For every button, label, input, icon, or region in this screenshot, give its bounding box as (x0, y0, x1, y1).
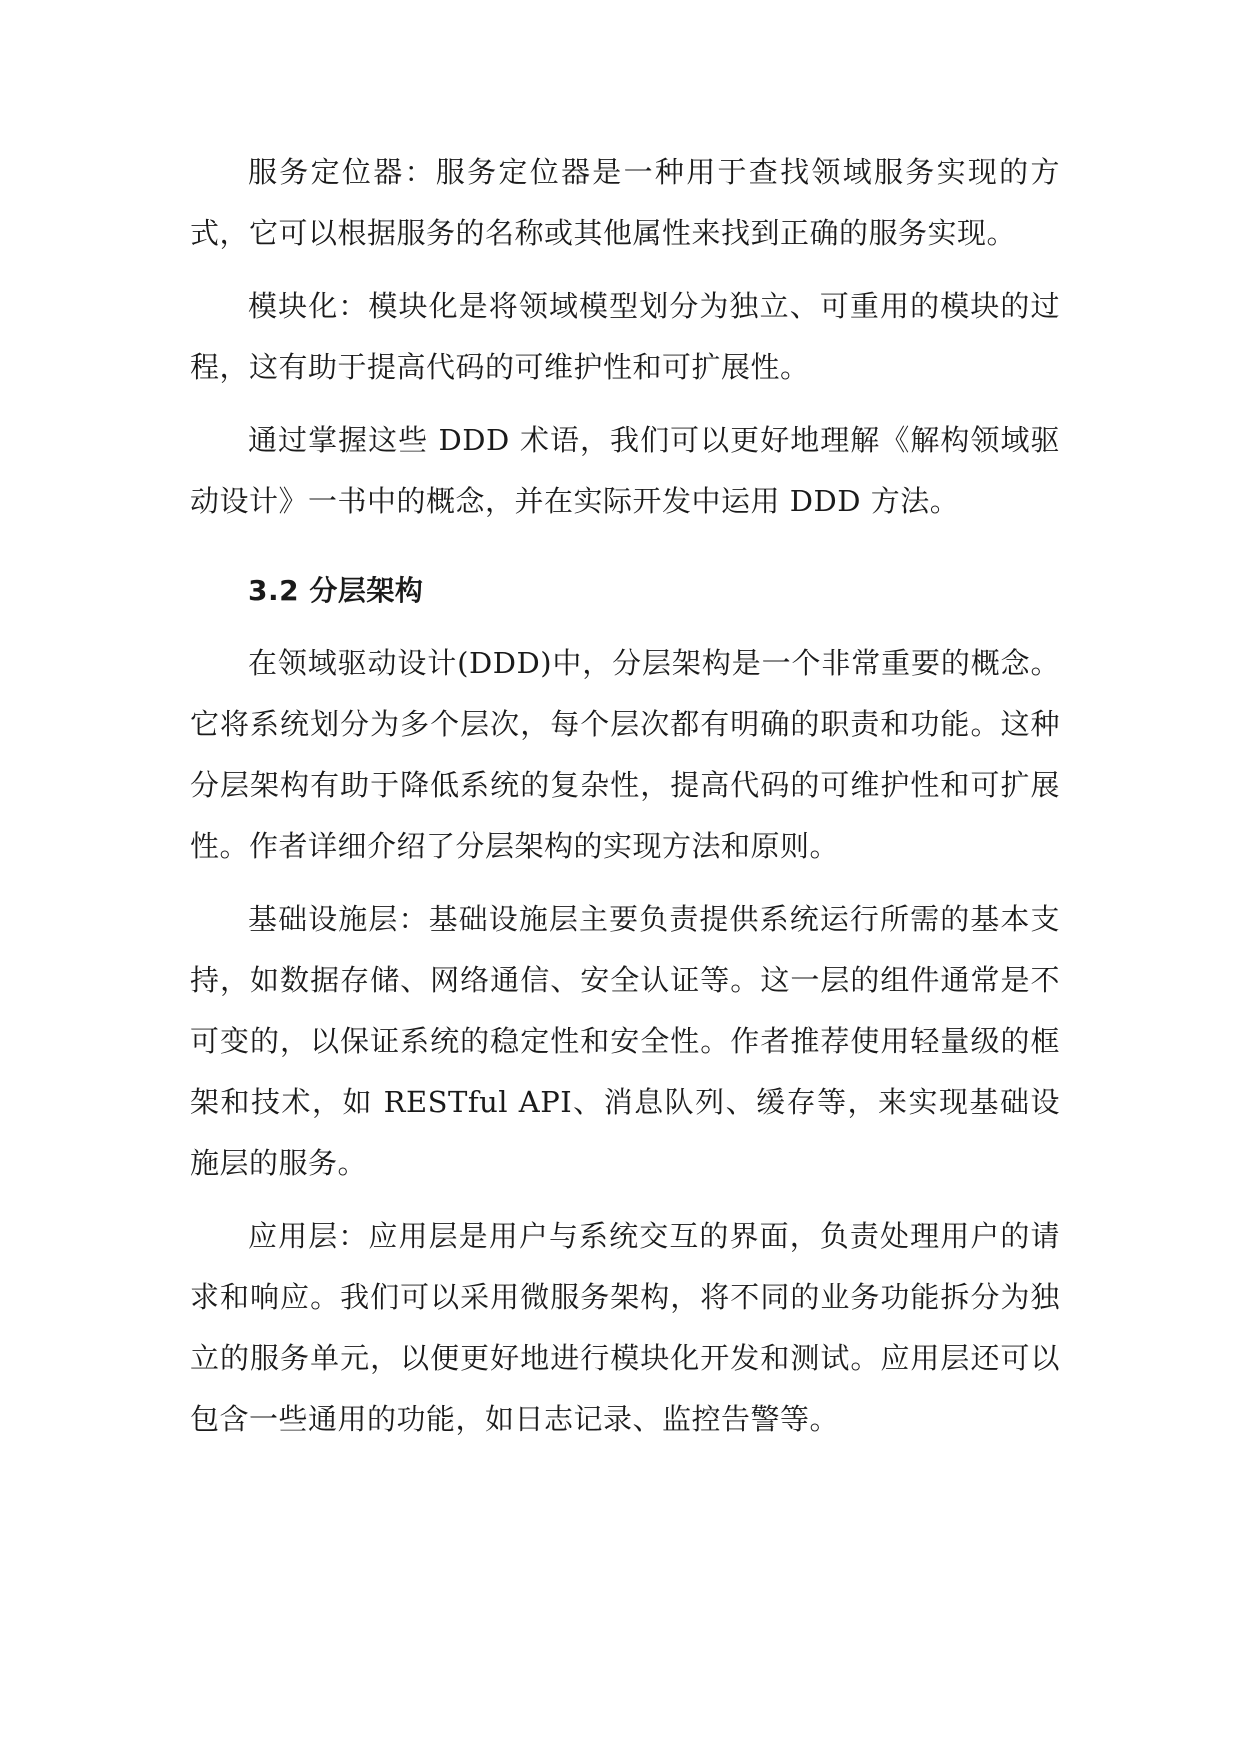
paragraph-modularization: 模块化：模块化是将领域模型划分为独立、可重用的模块的过程，这有助于提高代码的可维护性和可扩展性。 (190, 289, 1060, 384)
paragraph-ddd-terms-summary: 通过掌握这些 DDD 术语，我们可以更好地理解《解构领域驱动设计》一书中的概念，并在实际开发中运用 DDD 方法。 (190, 423, 1060, 518)
paragraph-service-locator: 服务定位器：服务定位器是一种用于查找领域服务实现的方式，它可以根据服务的名称或其他属性来找到正确的服务实现。 (190, 155, 1060, 250)
section-heading: 3.2 分层架构 (248, 574, 424, 607)
paragraph-infrastructure-layer: 基础设施层：基础设施层主要负责提供系统运行所需的基本支持，如数据存储、网络通信、安全认证等。这一层的组件通常是不可变的，以保证系统的稳定性和安全性。作者推荐使用轻量级的框架和技术，如 RESTful API、消息队列、缓存等，来实现基础设施层的服务。 (190, 902, 1060, 1180)
document-body (190, 142, 1060, 1462)
paragraph-application-layer: 应用层：应用层是用户与系统交互的界面，负责处理用户的请求和响应。我们可以采用微服务架构，将不同的业务功能拆分为独立的服务单元，以便更好地进行模块化开发和测试。应用层还可以包含一些通用的功能，如日志记录、监控告警等。 (190, 1219, 1060, 1436)
paragraph-layered-architecture-intro: 在领域驱动设计(DDD)中，分层架构是一个非常重要的概念。它将系统划分为多个层次，每个层次都有明确的职责和功能。这种分层架构有助于降低系统的复杂性，提高代码的可维护性和可扩展性。作者详细介绍了分层架构的实现方法和原则。 (190, 646, 1060, 863)
